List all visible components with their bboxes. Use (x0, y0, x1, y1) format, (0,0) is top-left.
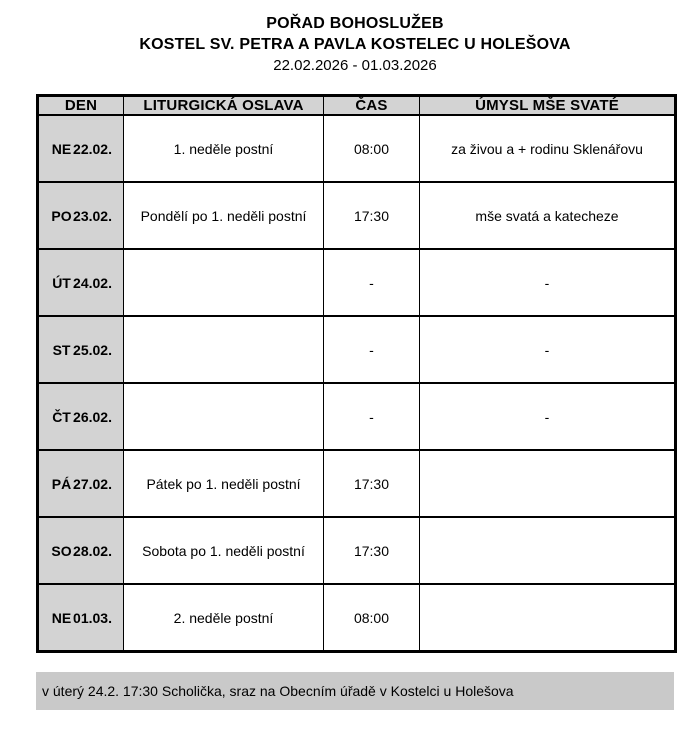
column-header-intention: ÚMYSL MŠE SVATÉ (420, 96, 676, 116)
page-title: POŘAD BOHOSLUŽEB (266, 15, 444, 32)
celebration-cell: Pátek po 1. neděli postní (124, 450, 324, 517)
day-cell (38, 316, 124, 383)
church-name: KOSTEL SV. PETRA A PAVLA KOSTELEC U HOLEŠOVA (139, 36, 571, 53)
day-abbr: PO (51, 207, 72, 224)
intention-cell: mše svatá a katecheze (420, 182, 676, 249)
time-cell: - (324, 249, 420, 316)
intention-cell: za živou a + rodinu Sklenářovu (420, 115, 676, 182)
schedule-table (36, 94, 677, 653)
announcement-note: v úterý 24.2. 17:30 Scholička, sraz na Obecním úřadě v Kostelci u Holešova (36, 672, 674, 710)
day-cell (38, 115, 124, 182)
column-header-day: DEN (38, 96, 124, 116)
intention-cell: - (420, 383, 676, 450)
table-row (38, 450, 676, 517)
celebration-cell (124, 316, 324, 383)
day-date: 23.02. (73, 207, 112, 224)
intention-cell: - (420, 316, 676, 383)
time-cell: - (324, 383, 420, 450)
table-row (38, 584, 676, 652)
day-date: 25.02. (73, 341, 112, 358)
celebration-cell: 1. neděle postní (124, 115, 324, 182)
intention-cell (420, 517, 676, 584)
intention-cell (420, 450, 676, 517)
time-cell: 17:30 (324, 517, 420, 584)
table-row (38, 249, 676, 316)
day-cell (38, 450, 124, 517)
day-abbr: ČT (52, 408, 71, 425)
day-abbr: ÚT (52, 274, 71, 291)
celebration-cell: 2. neděle postní (124, 584, 324, 652)
intention-cell: - (420, 249, 676, 316)
time-cell: - (324, 316, 420, 383)
intention-cell (420, 584, 676, 652)
header-row (38, 96, 676, 116)
column-header-time: ČAS (324, 96, 420, 116)
day-date: 22.02. (73, 140, 112, 157)
title-block (36, 0, 674, 77)
column-header-celebration: LITURGICKÁ OSLAVA (124, 96, 324, 116)
day-cell (38, 249, 124, 316)
day-cell (38, 517, 124, 584)
table-row (38, 517, 676, 584)
day-date: 27.02. (73, 475, 112, 492)
table-row (38, 383, 676, 450)
celebration-cell (124, 383, 324, 450)
time-cell: 17:30 (324, 182, 420, 249)
date-range: 22.02.2026 - 01.03.2026 (273, 57, 437, 74)
table-row (38, 182, 676, 249)
day-abbr: NE (51, 609, 72, 626)
time-cell: 08:00 (324, 584, 420, 652)
day-date: 01.03. (73, 609, 112, 626)
day-abbr: NE (51, 140, 72, 157)
day-abbr: PÁ (51, 475, 72, 492)
day-date: 28.02. (73, 542, 112, 559)
day-cell (38, 182, 124, 249)
celebration-cell: Pondělí po 1. neděli postní (124, 182, 324, 249)
celebration-cell: Sobota po 1. neděli postní (124, 517, 324, 584)
day-abbr: SO (51, 542, 72, 559)
time-cell: 17:30 (324, 450, 420, 517)
day-date: 24.02. (73, 274, 112, 291)
day-abbr: ST (52, 341, 71, 358)
day-cell (38, 584, 124, 652)
day-cell (38, 383, 124, 450)
time-cell: 08:00 (324, 115, 420, 182)
table-row (38, 115, 676, 182)
celebration-cell (124, 249, 324, 316)
bulletin-content (36, 0, 674, 710)
table-row (38, 316, 676, 383)
day-date: 26.02. (73, 408, 112, 425)
